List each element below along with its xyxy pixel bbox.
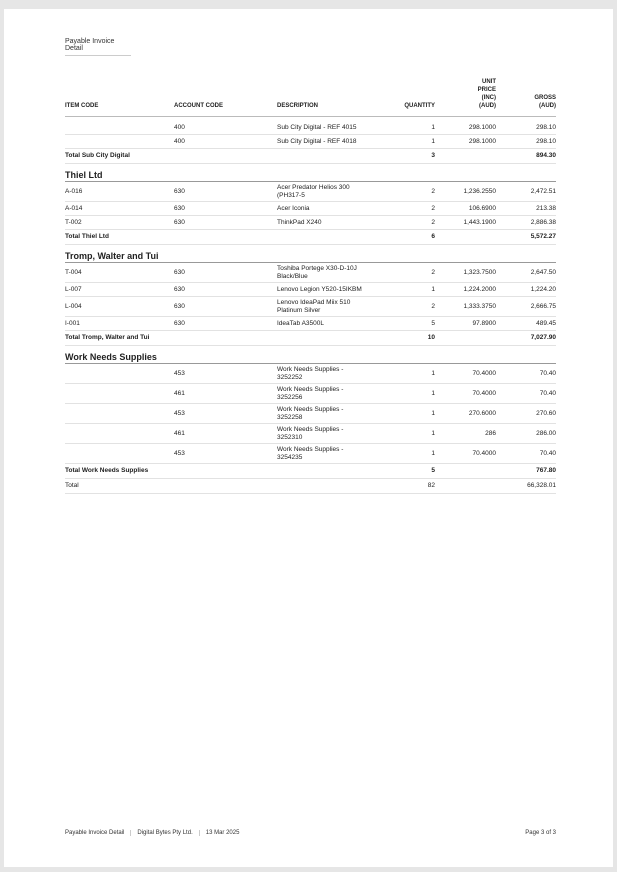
description: Work Needs Supplies - 3252258 [277,405,344,421]
unit-price: 70.4000 [472,449,496,457]
gross-amount: 298.10 [536,123,556,131]
group-total-gross: 5,572.27 [530,233,556,240]
gross-amount: 489.45 [536,319,556,327]
footer-page-number: Page 3 of 3 [525,830,556,836]
description: IdeaTab A3500L [277,319,324,327]
unit-price: 270.6000 [468,409,496,417]
unit-price: 1,333.3750 [463,302,496,310]
quantity: 1 [431,409,435,417]
description: Acer Iconia [277,204,310,212]
quantity: 5 [431,319,435,327]
footer-company: Digital Bytes Pty Ltd. [130,830,198,836]
description: Work Needs Supplies - 3254235 [277,445,344,461]
unit-price: 106.6900 [468,204,496,212]
group-total-quantity: 5 [431,467,435,474]
quantity: 1 [431,285,435,293]
gross-amount: 213.38 [536,204,556,212]
group-title: Tromp, Walter and Tui [65,245,556,263]
group-total-label: Total Work Needs Supplies [65,467,149,474]
group-total-row [65,149,556,164]
quantity: 2 [431,302,435,310]
group-total-label: Total Sub City Digital [65,152,130,159]
table-body [65,121,556,494]
account-code: 630 [174,319,185,327]
table-row [65,263,556,283]
account-code: 400 [174,137,185,145]
table-row [65,404,556,424]
gross-amount: 2,647.50 [530,268,556,276]
account-code: 630 [174,187,185,195]
page-footer [65,830,556,836]
item-code: L-004 [65,302,82,310]
quantity: 1 [431,449,435,457]
table-row [65,297,556,317]
description: Toshiba Portege X30-D-10J Black/Blue [277,264,357,280]
gross-amount: 70.40 [539,389,556,397]
group-total-quantity: 6 [431,233,435,240]
group-title: Work Needs Supplies [65,346,556,364]
unit-price: 286 [485,429,496,437]
table-row [65,444,556,464]
table-row [65,364,556,384]
group-total-gross: 894.30 [536,152,556,159]
gross-amount: 298.10 [536,137,556,145]
gross-amount: 70.40 [539,449,556,457]
table-row [65,424,556,444]
account-code: 630 [174,204,185,212]
quantity: 1 [431,137,435,145]
description: Work Needs Supplies - 3252310 [277,425,344,441]
description: Acer Predator Helios 300 (PH317-5 [277,183,350,199]
account-code: 453 [174,449,185,457]
quantity: 2 [431,268,435,276]
grand-total-quantity: 82 [427,482,435,489]
unit-price: 1,236.2550 [463,187,496,195]
description: Sub City Digital - REF 4018 [277,137,357,145]
gross-amount: 1,224.20 [530,285,556,293]
item-code: A-016 [65,187,83,195]
item-code: T-004 [65,268,82,276]
gross-amount: 70.40 [539,369,556,377]
table-row [65,317,556,331]
group-title: Thiel Ltd [65,164,556,182]
description: Sub City Digital - REF 4015 [277,123,357,131]
account-code: 400 [174,123,185,131]
group-total-gross: 767.80 [536,467,556,474]
gross-amount: 286.00 [536,429,556,437]
description: Work Needs Supplies - 3252256 [277,385,344,401]
account-code: 461 [174,429,185,437]
group-total-label: Total Thiel Ltd [65,233,109,240]
table-header [65,81,556,117]
account-code: 630 [174,218,185,226]
unit-price: 70.4000 [472,389,496,397]
group-total-quantity: 10 [427,334,435,341]
item-code: A-014 [65,204,83,212]
footer-report-name: Payable Invoice Detail [65,830,125,836]
group-total-gross: 7,027.90 [530,334,556,341]
account-code: 630 [174,302,185,310]
col-description: DESCRIPTION [277,103,319,109]
unit-price: 1,323.7500 [463,268,496,276]
account-code: 453 [174,409,185,417]
group-total-row [65,464,556,479]
account-code: 630 [174,285,185,293]
item-code: L-007 [65,285,82,293]
unit-price: 1,224.2000 [463,285,496,293]
item-code: T-002 [65,218,82,226]
quantity: 2 [431,187,435,195]
gross-amount: 2,886.38 [530,218,556,226]
group-total-label: Total Tromp, Walter and Tui [65,334,150,341]
grand-total-gross: 66,328.01 [527,482,556,489]
col-gross: GROSS (AUD) [534,95,556,109]
col-quantity: QUANTITY [404,103,435,109]
unit-price: 298.1000 [468,123,496,131]
quantity: 2 [431,204,435,212]
footer-date: 13 Mar 2025 [199,830,246,836]
col-unit-price: UNIT PRICE (INC) (AUD) [477,79,496,109]
account-code: 461 [174,389,185,397]
quantity: 2 [431,218,435,226]
quantity: 1 [431,429,435,437]
group-total-row [65,230,556,245]
unit-price: 1,443.1900 [463,218,496,226]
quantity: 1 [431,369,435,377]
table-row [65,384,556,404]
unit-price: 298.1000 [468,137,496,145]
unit-price: 97.8900 [472,319,496,327]
col-item-code: ITEM CODE [65,103,99,109]
quantity: 1 [431,389,435,397]
table-row [65,121,556,135]
account-code: 630 [174,268,185,276]
report-page [4,9,613,867]
table-row [65,182,556,202]
gross-amount: 2,666.75 [530,302,556,310]
description: Work Needs Supplies - 3252252 [277,365,344,381]
table-row [65,135,556,149]
report-title: Payable Invoice Detail [65,38,131,56]
table-row [65,216,556,230]
description: ThinkPad X240 [277,218,322,226]
table-row [65,202,556,216]
description: Lenovo Legion Y520-15IKBM [277,285,362,293]
col-account-code: ACCOUNT CODE [174,103,223,109]
gross-amount: 2,472.51 [530,187,556,195]
account-code: 453 [174,369,185,377]
item-code: I-001 [65,319,80,327]
quantity: 1 [431,123,435,131]
group-total-row [65,331,556,346]
description: Lenovo IdeaPad Miix 510 Platinum Silver [277,298,351,314]
table-row [65,283,556,297]
grand-total-row [65,479,556,494]
grand-total-label: Total [65,482,79,489]
group-total-quantity: 3 [431,152,435,159]
gross-amount: 270.60 [536,409,556,417]
unit-price: 70.4000 [472,369,496,377]
